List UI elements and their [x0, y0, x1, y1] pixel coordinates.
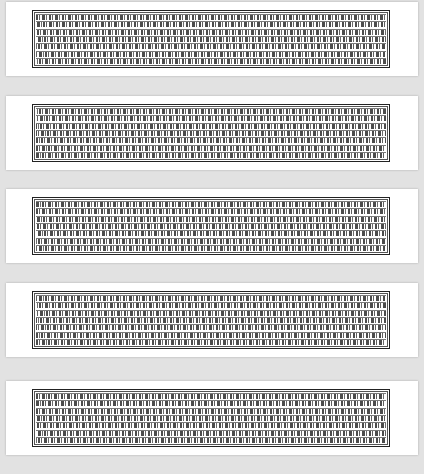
script-lines-2: [36, 108, 386, 158]
script-line: [36, 21, 386, 27]
script-line: [36, 324, 386, 330]
left-margin-3: [8, 197, 30, 255]
script-lines-5: [36, 393, 386, 443]
script-line: [36, 339, 386, 345]
script-line: [36, 317, 386, 323]
left-margin-1: [8, 10, 30, 68]
script-line: [36, 208, 386, 214]
left-margin-5: [8, 389, 30, 447]
script-line: [36, 43, 386, 49]
script-line: [36, 152, 386, 158]
script-line: [36, 332, 386, 338]
manuscript-page-3: [6, 189, 418, 263]
script-line: [36, 238, 386, 244]
script-line: [36, 216, 386, 222]
script-line: [36, 408, 386, 414]
script-line: [36, 115, 386, 121]
script-line: [36, 29, 386, 35]
script-line: [36, 14, 386, 20]
script-line: [36, 230, 386, 236]
script-line: [36, 58, 386, 64]
script-line: [36, 437, 386, 443]
script-line: [36, 201, 386, 207]
manuscript-page-5: [6, 381, 418, 455]
script-line: [36, 130, 386, 136]
script-line: [36, 415, 386, 421]
left-margin-2: [8, 104, 30, 162]
manuscript-page-4: [6, 283, 418, 357]
script-line: [36, 245, 386, 251]
script-line: [36, 295, 386, 301]
script-line: [36, 310, 386, 316]
script-line: [36, 51, 386, 57]
script-line: [36, 36, 386, 42]
script-line: [36, 430, 386, 436]
script-line: [36, 123, 386, 129]
script-lines-3: [36, 201, 386, 251]
script-lines-1: [36, 14, 386, 64]
script-line: [36, 393, 386, 399]
script-lines-4: [36, 295, 386, 345]
script-line: [36, 108, 386, 114]
script-line: [36, 137, 386, 143]
left-margin-4: [8, 291, 30, 349]
script-line: [36, 422, 386, 428]
script-line: [36, 223, 386, 229]
manuscript-page-2: [6, 96, 418, 170]
script-line: [36, 400, 386, 406]
manuscript-page-1: [6, 2, 418, 76]
script-line: [36, 145, 386, 151]
script-line: [36, 302, 386, 308]
